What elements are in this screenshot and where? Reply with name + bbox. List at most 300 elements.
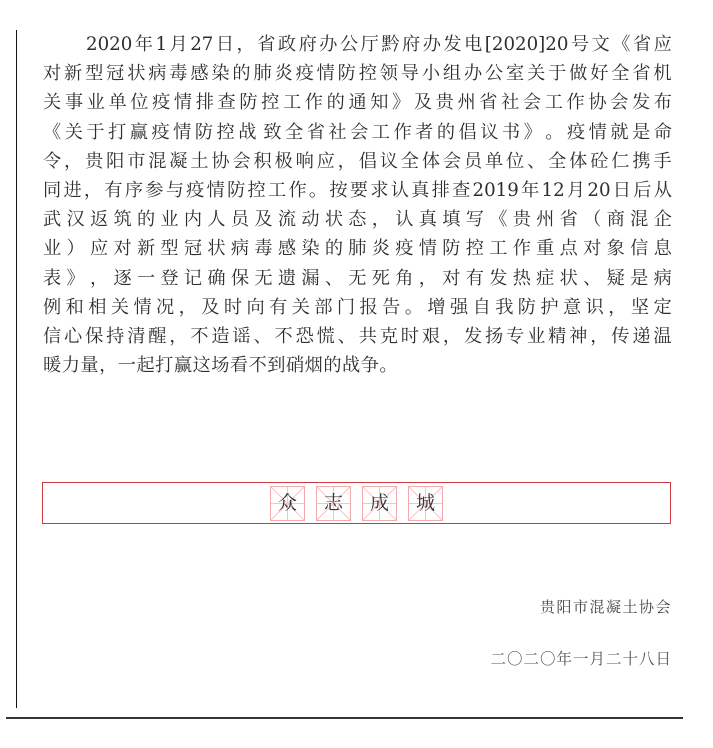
line-glyph: 情: [173, 92, 193, 114]
line-glyph: 病: [230, 238, 250, 260]
line-glyph: 冠: [106, 63, 125, 85]
line-glyph: 及: [201, 296, 220, 318]
line-glyph: 》: [392, 92, 411, 114]
line-glyph: 业: [160, 209, 179, 231]
line-glyph: 不: [274, 325, 293, 347]
line-glyph: 单: [484, 150, 504, 172]
paragraph-line: [43, 234, 672, 263]
line-glyph: 保: [85, 325, 104, 347]
line-glyph: 办: [319, 34, 338, 55]
line-glyph: 况: [156, 296, 175, 318]
line-glyph: 业: [86, 92, 105, 114]
line-glyph: 年: [521, 179, 540, 201]
paragraph-line: [43, 118, 672, 147]
line-glyph: 真: [418, 209, 437, 231]
line-glyph: 查: [217, 92, 236, 114]
line-glyph: 清: [127, 325, 146, 347]
line-glyph: 对: [583, 238, 602, 260]
line-glyph: 倡: [358, 150, 377, 172]
line-glyph: 业: [43, 238, 62, 260]
line-glyph: 办: [422, 34, 441, 55]
line-glyph: 炎: [371, 238, 390, 260]
line-glyph: 疫: [295, 63, 314, 85]
line-glyph: 手: [653, 150, 672, 172]
line-glyph: 贵: [435, 92, 454, 114]
line-glyph: 机: [653, 63, 672, 85]
line-glyph: 电: [464, 34, 483, 55]
line-glyph: 砼: [590, 150, 609, 172]
line-glyph: 艰: [421, 325, 441, 347]
line-glyph: 克: [379, 325, 398, 347]
line-glyph: 我: [495, 296, 514, 318]
line-glyph: 记: [183, 267, 203, 289]
line-glyph: 全: [611, 63, 630, 85]
line-glyph: 全: [285, 121, 304, 143]
line-glyph: 控: [358, 63, 377, 85]
line-glyph: 《: [43, 121, 62, 143]
line-glyph: 心: [64, 325, 83, 347]
line-glyph: 战: [238, 121, 257, 143]
paragraph-line: [43, 322, 672, 351]
line-glyph: 与: [165, 179, 184, 201]
line-glyph: 表: [43, 267, 62, 289]
line-glyph: 发: [463, 325, 483, 347]
line-glyph: 体: [569, 150, 588, 172]
line-glyph: 员: [230, 209, 250, 231]
line-glyph: 厅: [360, 34, 379, 55]
line-glyph: 室: [506, 63, 525, 85]
line-glyph: 混: [148, 150, 167, 172]
line-glyph: 态: [348, 209, 367, 231]
line-glyph: 会: [610, 92, 629, 114]
line-glyph: 对: [442, 267, 461, 289]
line-glyph: 是: [630, 267, 649, 289]
line-glyph: 及: [254, 209, 273, 231]
line-glyph: 应: [653, 34, 672, 55]
line-glyph: 27: [190, 34, 214, 55]
line-glyph: 2019: [472, 179, 519, 201]
line-glyph: 状: [559, 267, 578, 289]
line-glyph: 社: [328, 121, 347, 143]
line-glyph: 单: [108, 92, 127, 114]
line-glyph: 保: [230, 267, 250, 289]
line-glyph: ，: [608, 296, 627, 318]
line-glyph: 汉: [66, 209, 85, 231]
line-glyph: 响: [295, 150, 314, 172]
bottom-divider: [6, 717, 683, 719]
line-glyph: 门: [336, 296, 356, 318]
line-glyph: ，: [178, 296, 197, 318]
line-glyph: 防: [239, 92, 258, 114]
line-glyph: 告: [382, 296, 401, 318]
line-glyph: 社: [501, 92, 520, 114]
line-glyph: 疫: [186, 179, 205, 201]
line-glyph: 坚: [630, 296, 650, 318]
line-glyph: 传: [611, 325, 630, 347]
line-glyph: 工: [267, 179, 287, 201]
line-glyph: 热: [512, 267, 531, 289]
line-glyph: 会: [522, 92, 542, 114]
line-glyph: 人: [207, 209, 226, 231]
line-glyph: 情: [173, 121, 192, 143]
line-glyph: ，: [89, 267, 109, 289]
line-glyph: 领: [379, 63, 398, 85]
line-glyph: 。: [545, 121, 564, 143]
line-glyph: 协: [211, 150, 230, 172]
line-glyph: [2020]20: [484, 34, 569, 55]
line-glyph: 员: [463, 150, 483, 172]
line-glyph: 后: [633, 179, 652, 201]
line-glyph: 症: [536, 267, 555, 289]
line-glyph: 报: [359, 296, 378, 318]
line-glyph: 知: [370, 92, 389, 114]
line-glyph: 序: [124, 179, 144, 201]
line-glyph: 疫: [395, 238, 414, 260]
line-glyph: 情: [133, 296, 152, 318]
line-glyph: 进: [63, 179, 82, 201]
line-glyph: 信: [630, 238, 649, 260]
line-glyph: 点: [559, 238, 578, 260]
line-glyph: 强: [449, 296, 469, 318]
line-glyph: 、: [583, 267, 602, 289]
line-glyph: 《: [489, 209, 508, 231]
line-glyph: 作: [393, 121, 412, 143]
line-glyph: 混: [630, 209, 649, 231]
line-glyph: 炎: [274, 63, 293, 85]
line-glyph: 的: [232, 63, 251, 85]
line-glyph: 位: [130, 92, 149, 114]
line-glyph: 致: [263, 121, 282, 143]
rice-grid-cell: [270, 486, 305, 521]
line-glyph: 议: [379, 150, 398, 172]
line-glyph: 不: [190, 325, 209, 347]
line-glyph: 市: [127, 150, 146, 172]
line-glyph: 府: [298, 34, 317, 55]
line-glyph: ，: [236, 34, 255, 55]
line-glyph: 息: [653, 238, 672, 260]
line-glyph: 的: [324, 238, 344, 260]
line-glyph: 小: [421, 63, 441, 85]
line-glyph: 州: [536, 209, 555, 231]
line-glyph: 防: [337, 63, 356, 85]
line-glyph: 。: [404, 296, 423, 318]
line-glyph: 持: [106, 325, 125, 347]
line-glyph: 、: [253, 325, 272, 347]
line-glyph: 情: [588, 121, 607, 143]
line-glyph: 要: [349, 179, 368, 201]
line-glyph: 防: [442, 238, 461, 260]
paragraph-line: [43, 205, 672, 234]
line-glyph: 号: [570, 34, 590, 55]
line-glyph: 情: [206, 179, 225, 201]
line-glyph: 作: [512, 238, 531, 260]
line-glyph: 参: [145, 179, 164, 201]
line-glyph: 组: [442, 63, 462, 85]
paragraph-line: [43, 88, 672, 117]
line-glyph: 土: [190, 150, 209, 172]
line-glyph: 型: [160, 238, 179, 260]
line-glyph: 发: [443, 34, 462, 55]
line-glyph: 一: [136, 267, 156, 289]
line-glyph: 部: [314, 296, 333, 318]
line-glyph: 疫: [151, 121, 170, 143]
line-glyph: 就: [610, 121, 629, 143]
line-glyph: 逐: [113, 267, 132, 289]
line-glyph: （: [583, 209, 602, 231]
line-glyph: 象: [606, 238, 625, 260]
line-glyph: 》: [66, 267, 85, 289]
line-glyph: 控: [261, 92, 280, 114]
line-glyph: 情: [418, 238, 437, 260]
line-glyph: 事: [64, 92, 84, 114]
line-glyph: 内: [183, 209, 203, 231]
line-glyph: 护: [540, 296, 559, 318]
line-glyph: 全: [400, 150, 419, 172]
line-glyph: 及: [413, 92, 433, 114]
issuer-signature: 贵阳市混凝土协会: [539, 598, 672, 616]
line-glyph: 1: [155, 34, 168, 55]
issue-date: 二〇二〇年一月二十八日: [490, 650, 672, 668]
line-glyph: 省: [632, 34, 652, 55]
line-glyph: 省: [632, 63, 651, 85]
slogan-banner: [42, 482, 671, 524]
line-glyph: 专: [506, 325, 525, 347]
line-glyph: 角: [395, 267, 414, 289]
slogan-char: 众: [277, 492, 297, 514]
line-glyph: 仁: [611, 150, 630, 172]
line-glyph: 月: [566, 179, 586, 201]
line-glyph: 办: [463, 63, 483, 85]
slogan-char: 成: [369, 492, 389, 514]
line-glyph: 状: [207, 238, 226, 260]
line-glyph: ，: [418, 267, 437, 289]
line-glyph: 从: [653, 179, 672, 201]
line-glyph: 贵: [85, 150, 104, 172]
line-glyph: ，: [371, 209, 390, 231]
line-glyph: 自: [472, 296, 491, 318]
line-glyph: 筑: [113, 209, 132, 231]
line-glyph: 遗: [277, 267, 297, 289]
line-glyph: 20: [587, 179, 611, 201]
line-glyph: 识: [585, 296, 604, 318]
line-glyph: 填: [442, 209, 461, 231]
line-glyph: 新: [136, 238, 156, 260]
line-glyph: 位: [506, 150, 525, 172]
line-glyph: 布: [653, 92, 672, 114]
line-glyph: 状: [324, 209, 344, 231]
line-glyph: 毒: [169, 63, 188, 85]
line-glyph: 感: [190, 63, 209, 85]
line-glyph: 全: [548, 150, 567, 172]
line-glyph: 2020: [86, 34, 133, 55]
line-glyph: 日: [215, 34, 235, 55]
line-glyph: 议: [480, 121, 499, 143]
line-glyph: 控: [216, 121, 235, 143]
line-glyph: 按: [329, 179, 348, 201]
line-glyph: 导: [400, 63, 419, 85]
line-glyph: 查: [452, 179, 471, 201]
line-glyph: 死: [371, 267, 390, 289]
line-glyph: 疫: [152, 92, 171, 114]
line-glyph: ，: [337, 150, 356, 172]
line-glyph: 》: [523, 121, 542, 143]
line-glyph: 的: [326, 92, 345, 114]
line-glyph: 时: [223, 296, 243, 318]
line-glyph: 工: [544, 92, 563, 114]
line-glyph: 《: [612, 34, 631, 55]
line-glyph: 病: [653, 267, 672, 289]
line-glyph: 文: [591, 34, 610, 55]
line-glyph: 工: [282, 92, 302, 114]
line-glyph: 防: [227, 179, 246, 201]
line-glyph: 例: [43, 296, 62, 318]
line-glyph: 日: [612, 179, 631, 201]
line-glyph: 省: [479, 92, 498, 114]
line-glyph: 月: [169, 34, 188, 55]
line-glyph: 精: [548, 325, 567, 347]
slogan-char: 城: [415, 492, 435, 514]
line-glyph: 认: [395, 209, 414, 231]
line-glyph: 的: [136, 209, 156, 231]
line-glyph: 求: [370, 179, 389, 201]
line-glyph: 作: [288, 179, 307, 201]
line-glyph: 登: [160, 267, 179, 289]
line-glyph: 疑: [606, 267, 625, 289]
line-glyph: 时: [400, 325, 419, 347]
line-glyph: 扬: [484, 325, 504, 347]
line-glyph: 好: [590, 63, 609, 85]
line-glyph: 的: [436, 121, 456, 143]
line-glyph: 确: [207, 267, 226, 289]
line-glyph: 肺: [348, 238, 367, 260]
line-glyph: 造: [211, 325, 230, 347]
line-glyph: 流: [277, 209, 297, 231]
line-glyph: 书: [501, 121, 521, 143]
line-glyph: 会: [232, 150, 251, 172]
line-glyph: 神: [569, 325, 588, 347]
line-glyph: 极: [274, 150, 293, 172]
line-glyph: 应: [316, 150, 335, 172]
line-glyph: 染: [211, 63, 230, 85]
line-glyph: 恐: [295, 325, 314, 347]
line-glyph: 协: [588, 92, 607, 114]
line-glyph: 黔: [381, 34, 400, 55]
line-glyph: 病: [148, 63, 167, 85]
line-glyph: 有: [465, 267, 484, 289]
line-glyph: 重: [536, 238, 555, 260]
line-glyph: 公: [339, 34, 359, 55]
line-glyph: 写: [465, 209, 484, 231]
line-glyph: 是: [632, 121, 651, 143]
line-glyph: 增: [427, 296, 446, 318]
line-glyph: 工: [371, 121, 390, 143]
line-glyph: 赢: [129, 121, 148, 143]
line-glyph: 漏: [301, 267, 320, 289]
line-glyph: 排: [195, 92, 214, 114]
line-glyph: 无: [348, 267, 367, 289]
paragraph-line: [43, 147, 672, 176]
line-glyph: 命: [653, 121, 672, 143]
line-glyph: 疫: [566, 121, 586, 143]
line-glyph: 省: [559, 209, 578, 231]
line-glyph: 企: [653, 209, 672, 231]
line-glyph: 作: [566, 92, 585, 114]
line-glyph: 关: [64, 121, 83, 143]
line-glyph: 会: [350, 121, 369, 143]
line-glyph: 体: [421, 150, 441, 172]
line-glyph: ，: [64, 150, 83, 172]
rice-grid-cell: [408, 486, 443, 521]
line-glyph: 关: [291, 296, 310, 318]
line-glyph: 打: [108, 121, 127, 143]
line-glyph: 、: [324, 267, 344, 289]
line-glyph: 共: [358, 325, 377, 347]
line-glyph: 慌: [316, 325, 335, 347]
line-glyph: 、: [527, 150, 546, 172]
line-glyph: ）: [66, 238, 85, 260]
line-glyph: 动: [301, 209, 320, 231]
line-glyph: 信: [43, 325, 62, 347]
line-glyph: 积: [253, 150, 272, 172]
line-glyph: 感: [277, 238, 297, 260]
line-glyph: 排: [431, 179, 450, 201]
line-glyph: ，: [83, 179, 103, 201]
notice-paragraph: [43, 30, 672, 380]
line-glyph: 同: [43, 179, 62, 201]
line-glyph: 年: [134, 34, 153, 55]
paragraph-line: [43, 264, 672, 293]
paragraph-line: [43, 293, 672, 322]
line-glyph: 武: [43, 209, 62, 231]
line-glyph: ，: [442, 325, 462, 347]
line-glyph: 通: [348, 92, 367, 114]
line-glyph: 真: [411, 179, 430, 201]
line-glyph: 12: [541, 179, 565, 201]
paragraph-line: 暖力量，一起打赢这场看不到硝烟的战争。: [43, 355, 399, 377]
line-glyph: 有: [104, 179, 123, 201]
line-glyph: 州: [457, 92, 476, 114]
line-glyph: 令: [43, 150, 62, 172]
rice-grid-cell: [362, 486, 397, 521]
line-glyph: 向: [246, 296, 265, 318]
line-glyph: 工: [489, 238, 508, 260]
line-glyph: 无: [254, 267, 273, 289]
line-glyph: 、: [337, 325, 356, 347]
line-glyph: 返: [89, 209, 109, 231]
line-glyph: 意: [563, 296, 582, 318]
line-glyph: 凝: [169, 150, 188, 172]
line-glyph: 新: [64, 63, 83, 85]
paragraph-line: [43, 59, 672, 88]
line-glyph: 于: [548, 63, 567, 85]
line-glyph: 府: [402, 34, 421, 55]
line-glyph: 控: [247, 179, 266, 201]
line-glyph: 关: [43, 92, 62, 114]
line-glyph: 相: [88, 296, 107, 318]
line-glyph: ，: [590, 325, 609, 347]
line-glyph: 定: [653, 296, 672, 318]
line-glyph: 者: [415, 121, 434, 143]
line-glyph: 有: [269, 296, 288, 318]
line-glyph: 温: [653, 325, 672, 347]
line-glyph: 和: [65, 296, 84, 318]
line-glyph: 应: [89, 238, 109, 260]
line-glyph: 防: [517, 296, 536, 318]
line-glyph: 控: [465, 238, 484, 260]
line-glyph: 省: [306, 121, 325, 143]
line-glyph: 对: [43, 63, 62, 85]
line-glyph: 递: [632, 325, 651, 347]
